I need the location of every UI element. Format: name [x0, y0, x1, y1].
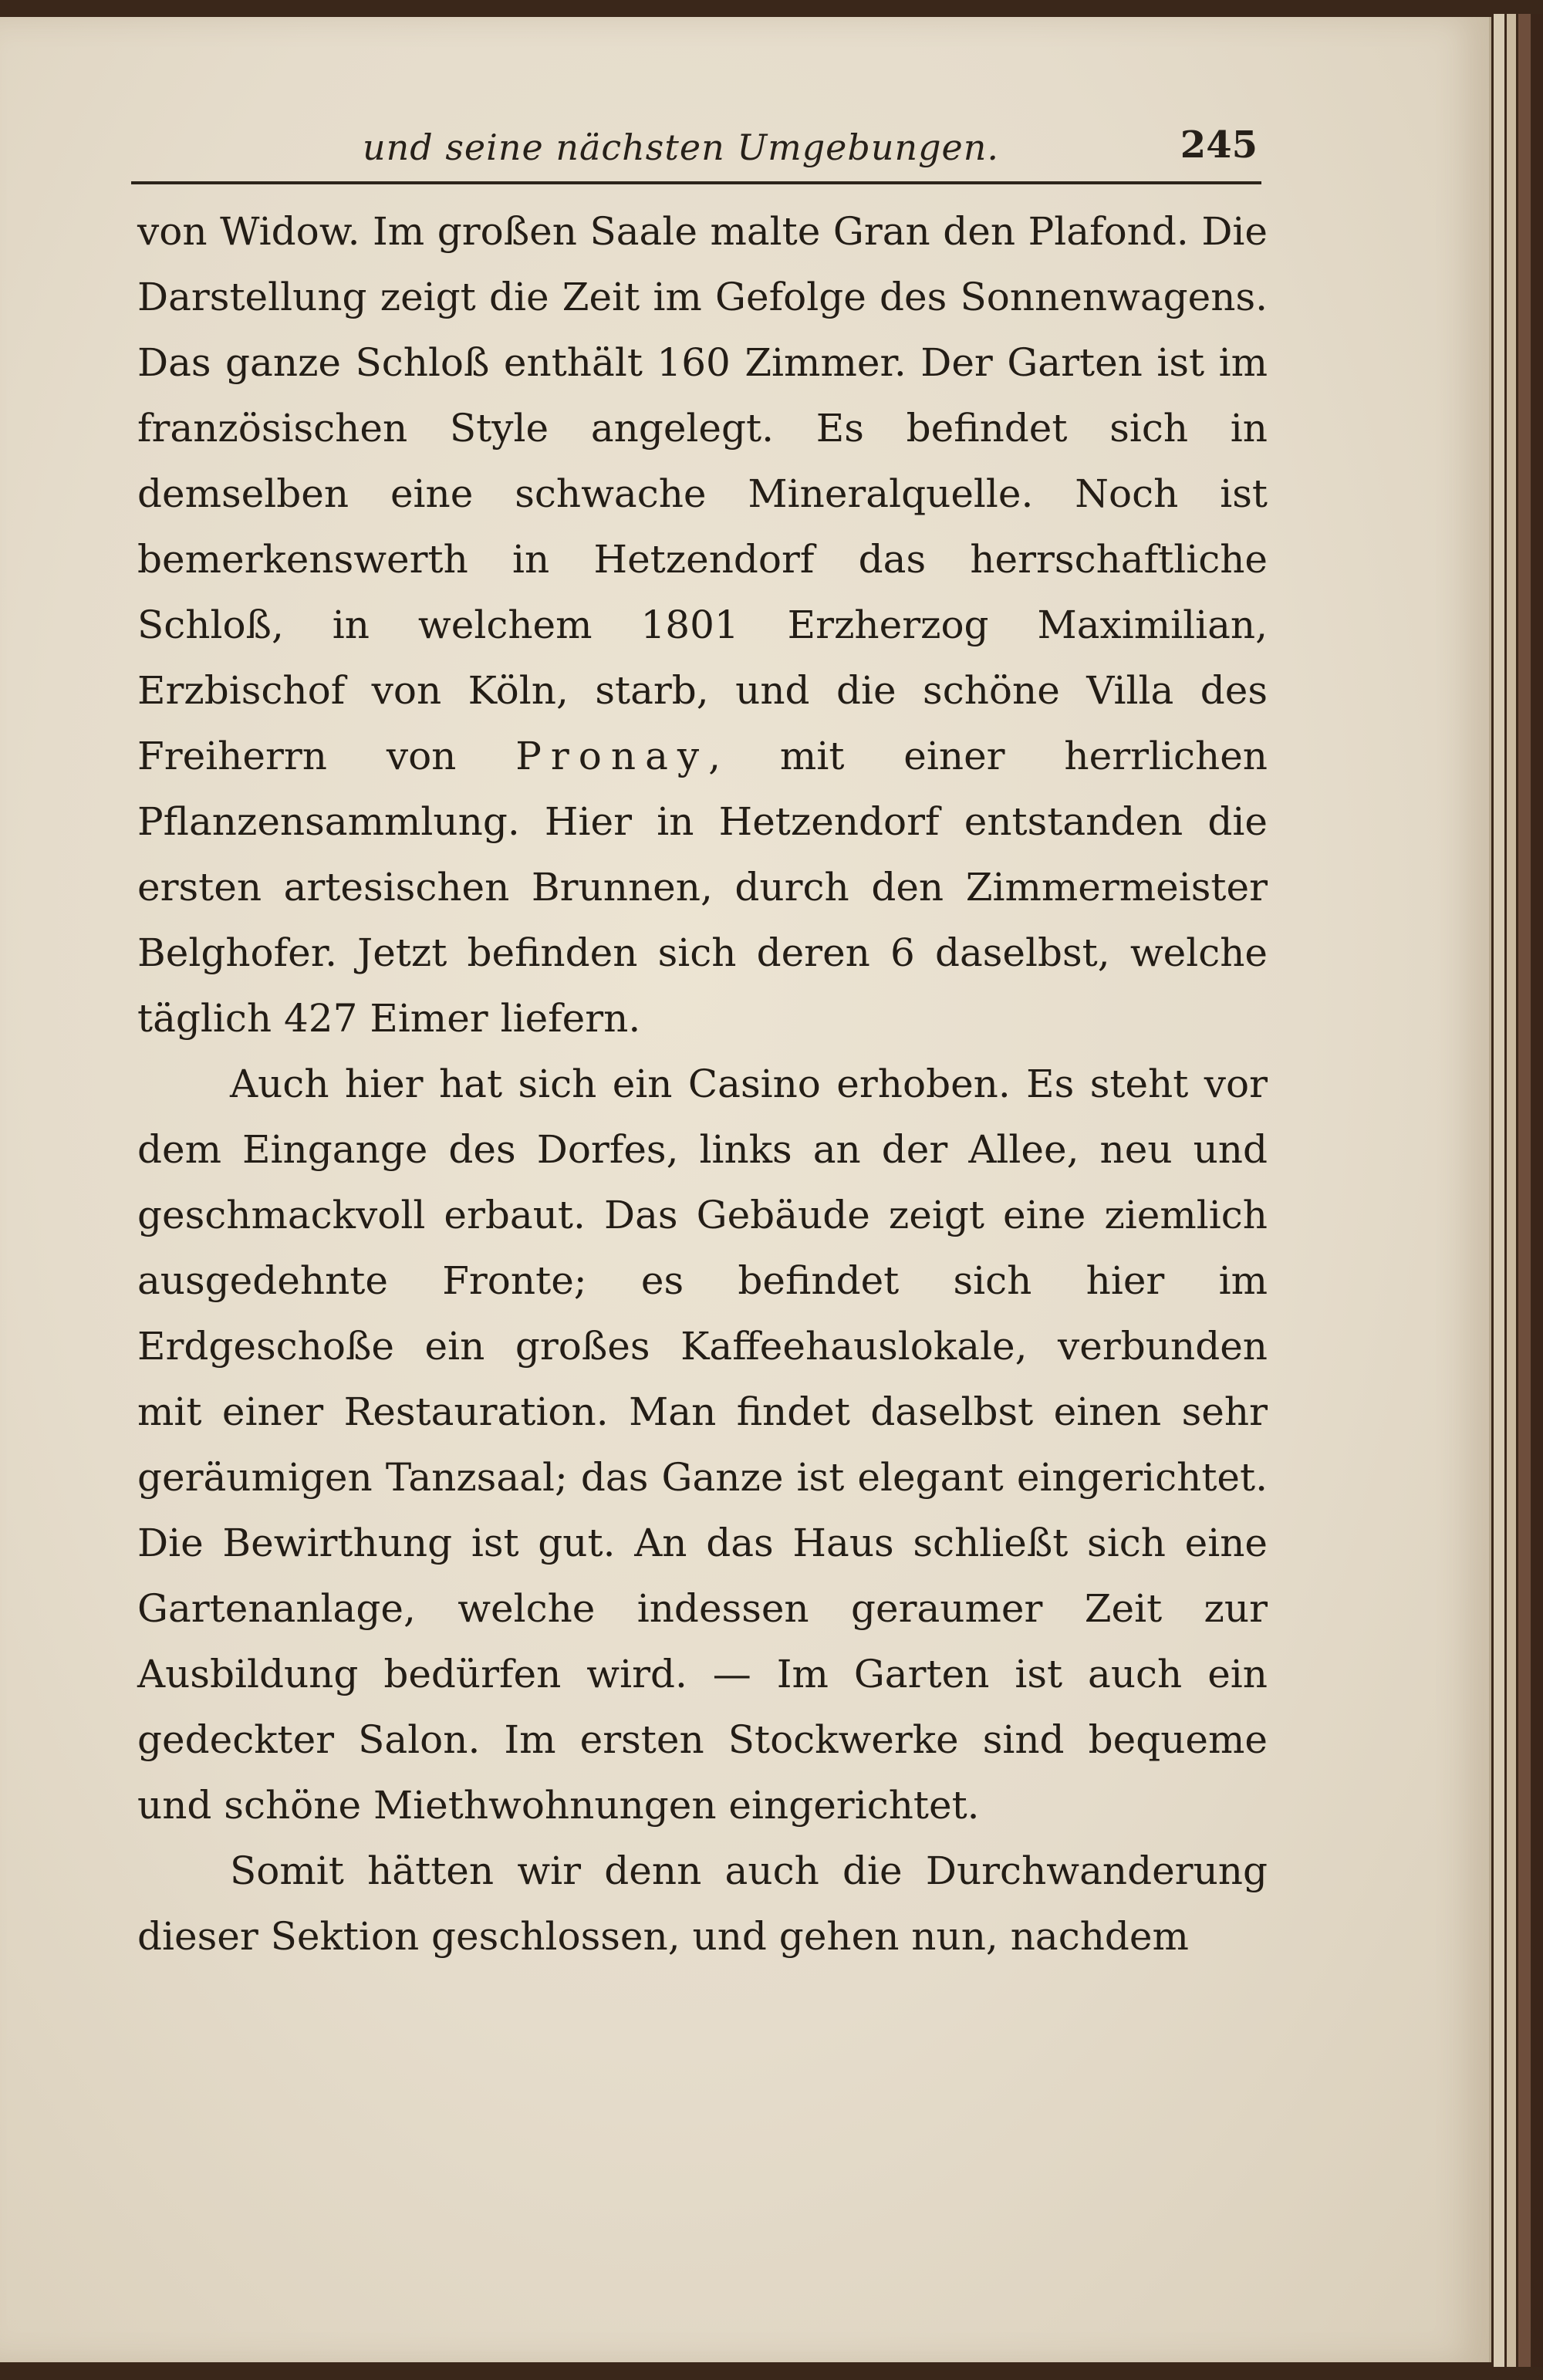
page-edge	[1507, 14, 1516, 2367]
paragraph-2: Auch hier hat sich ein Casino erhoben. Es steht vor dem Eingange des Dorfes, links an der Allee, neu und geschmackvoll erbaut. Das Gebäude zeigt eine ziemlich ausgedehnte Fronte; es befindet sich hier im Erdgeschoße ein großes Kaffeehauslokale, verbunden mit einer Restauration. Man findet daselbst einen sehr geräumigen Tanzsaal; das Ganze ist elegant eingerichtet. Die Bewirthung ist gut. An das Haus schließt sich eine Gartenanlage, welche indessen geraumer Zeit zur Ausbildung bedürfen wird. — Im Garten ist auch ein gedeckter Salon. Im ersten Stockwerke sind bequeme und schöne Miethwohnungen eingerichtet.	[137, 1062, 1268, 1828]
book-page	[0, 17, 1491, 2362]
paragraph-1-text-end: , mit einer herrlichen Pflanzensammlung. Hier in Hetzendorf entstanden die ersten artesischen Brunnen, durch den Zimmermeister Belghofer. Jetzt befinden sich deren 6 daselbst, welche täglich 427 Eimer liefern.	[137, 734, 1268, 1041]
page-edge	[1494, 14, 1504, 2367]
book-cover-edge	[1518, 14, 1531, 2367]
book-cover-edge	[1532, 14, 1543, 2367]
spaced-name-pronay: Pronay	[515, 734, 709, 778]
paragraph-3: Somit hätten wir denn auch die Durchwanderung dieser Sektion geschlossen, und gehen nun, nachdem	[137, 1848, 1268, 1959]
running-head	[131, 119, 1258, 181]
body-text	[137, 199, 1268, 1970]
running-title: und seine nächsten Umgebungen.	[363, 127, 1000, 168]
header-rule	[131, 181, 1261, 184]
paragraph-1-text: von Widow. Im großen Saale malte Gran den Plafond. Die Darstellung zeigt die Zeit im Gefolge des Sonnenwagens. Das ganze Schloß enthält 160 Zimmer. Der Garten ist im französischen Style angelegt. Es befindet sich in demselben eine schwache Mineralquelle. Noch ist bemerkenswerth in Hetzendorf das herrschaftliche Schloß, in welchem 1801 Erzherzog Maximilian, Erzbischof von Köln, starb, und die schöne Villa des Freiherrn von	[137, 209, 1268, 778]
paragraph-1	[137, 199, 1268, 1052]
page-number: 245	[1180, 123, 1258, 167]
